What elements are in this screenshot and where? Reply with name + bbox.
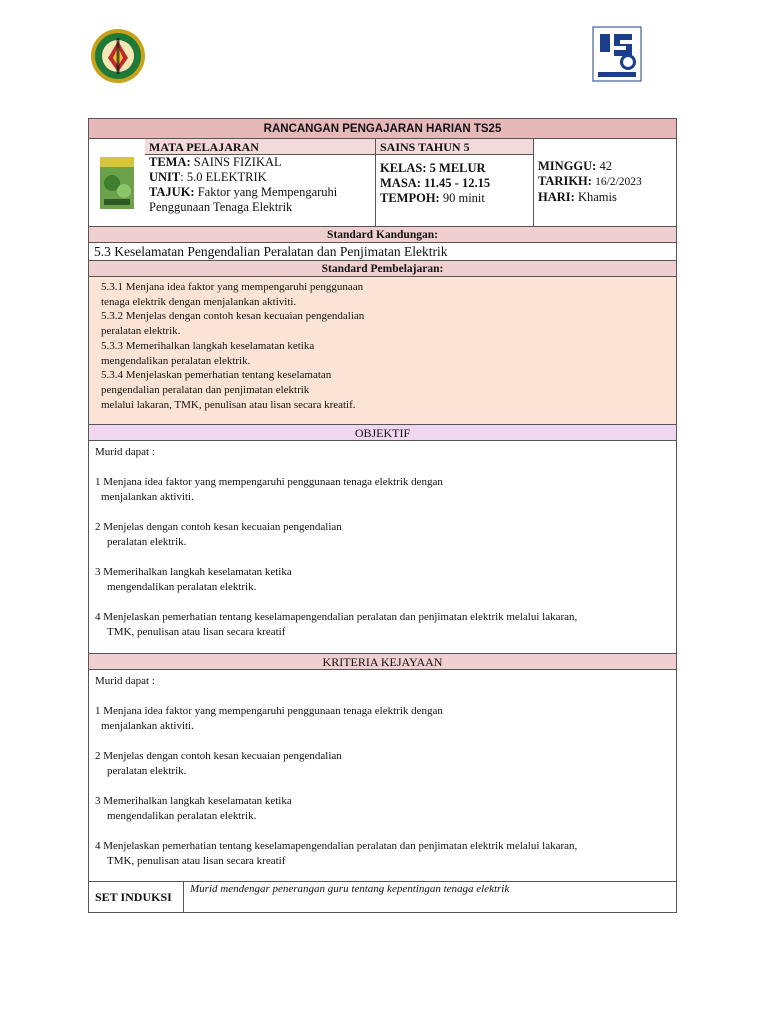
tema-line [145,155,375,170]
tajuk-value: Faktor yang Mempengaruhi [197,185,338,199]
tarikh-label: TARIKH: [538,174,592,188]
sp-line: 5.3.2 Menjelas dengan contoh kesan kecuaian pengendalian [101,310,365,323]
objektif-label: OBJEKTIF [89,425,676,441]
standard-kandungan-value: 5.3 Keselamatan Pengendalian Peralatan dan Penjimatan Elektrik [89,243,676,261]
kelas-value: 5 MELUR [429,161,486,175]
tempoh-line [376,191,533,206]
sp-line: mengendalikan peralatan elektrik. [101,354,251,367]
tema-value: SAINS FIZIKAL [193,155,282,169]
kriteria-item-3-cont: mengendalikan peralatan elektrik. [107,810,257,822]
subject-column [145,139,376,226]
objektif-list [89,441,676,654]
ts25-logo [592,26,642,82]
objektif-item-1-cont: menjalankan aktiviti. [101,491,194,503]
hari-value: Khamis [577,190,617,204]
masa-label: MASA: [380,176,421,190]
objektif-item-1: 1 Menjana idea faktor yang mempengaruhi penggunaan tenaga elektrik dengan [95,476,443,488]
minggu-label: MINGGU: [538,159,597,173]
kriteria-item-1: 1 Menjana idea faktor yang mempengaruhi penggunaan tenaga elektrik dengan [95,705,443,717]
textbook-thumbnail [89,139,145,226]
tema-label: TEMA: [149,155,191,169]
lesson-info-row [89,139,676,227]
kriteria-intro: Murid dapat : [95,675,155,687]
masa-line [376,176,533,191]
kelas-line [376,161,533,176]
objektif-item-4-cont: TMK, penulisan atau lisan secara kreatif [107,626,286,638]
tajuk-line [145,185,375,200]
objektif-item-3: 3 Memerihalkan langkah keselamatan ketika [95,566,292,578]
kriteria-item-3: 3 Memerihalkan langkah keselamatan ketika [95,795,292,807]
kriteria-item-4: 4 Menjelaskan pemerhatian tentang keselamapengendalian peralatan dan penjimatan elektrik melalui lakaran, [95,840,578,852]
tarikh-value: 16/2/2023 [595,176,642,188]
lesson-plan-table [88,118,677,913]
set-induksi-label: SET INDUKSI [89,882,184,912]
objektif-item-3-cont: mengendalikan peralatan elektrik. [107,581,257,593]
unit-value: : 5.0 ELEKTRIK [180,170,267,184]
sp-line: pengendalian peralatan dan penjimatan elektrik [101,383,310,396]
kriteria-item-2: 2 Menjelas dengan contoh kesan kecuaian pengendalian [95,750,342,762]
hari-line [534,190,676,205]
textbook-cover-icon [100,157,134,209]
objektif-item-2-cont: peralatan elektrik. [107,536,187,548]
objektif-intro: Murid dapat : [95,446,155,458]
kriteria-label: KRITERIA KEJAYAAN [89,654,676,670]
kriteria-list [89,670,676,882]
tempoh-value: 90 minit [442,191,485,205]
plan-title: RANCANGAN PENGAJARAN HARIAN TS25 [89,119,676,139]
sp-line: 5.3.3 Memerihalkan langkah keselamatan ketika [101,339,315,352]
unit-line [145,170,375,185]
masa-value: 11.45 - 12.15 [424,176,491,190]
set-induksi-row [89,882,676,912]
sp-line: 5.3.1 Menjana idea faktor yang mempengaruhi penggunaan [101,281,364,293]
set-induksi-text: Murid mendengar penerangan guru tentang kepentingan tenaga elektrik [190,883,510,895]
standard-pembelajaran-list [89,277,676,425]
sp-line: melalui lakaran, TMK, penulisan atau lisan secara kreatif. [101,398,356,411]
sp-line: tenaga elektrik dengan menjalankan aktiviti. [101,295,297,308]
kriteria-item-4-cont: TMK, penulisan atau lisan secara kreatif [107,855,286,867]
objektif-item-4: 4 Menjelaskan pemerhatian tentang keselamapengendalian peralatan dan penjimatan elektrik melalui lakaran, [95,611,578,623]
standard-kandungan-label: Standard Kandungan: [89,227,676,243]
minggu-line [534,159,676,174]
week-column [534,139,676,226]
hari-label: HARI: [538,190,575,204]
subject-name: SAINS TAHUN 5 [376,139,533,155]
sp-line: peralatan elektrik. [101,325,181,338]
tajuk-line-2: Penggunaan Tenaga Elektrik [149,200,293,214]
standard-pembelajaran-label: Standard Pembelajaran: [89,261,676,277]
school-crest-logo [90,28,146,84]
kelas-label: KELAS: [380,161,427,175]
mata-pelajaran-label: MATA PELAJARAN [145,139,375,155]
class-column [376,139,534,226]
tajuk-label: TAJUK: [149,185,195,199]
unit-label: UNIT [149,170,181,184]
objektif-item-2: 2 Menjelas dengan contoh kesan kecuaian pengendalian [95,521,342,533]
sp-line: 5.3.4 Menjelaskan pemerhatian tentang keselamatan [101,369,332,382]
minggu-value: 42 [599,159,612,173]
kriteria-item-1-cont: menjalankan aktiviti. [101,720,194,732]
kriteria-item-2-cont: peralatan elektrik. [107,765,187,777]
tarikh-line [534,174,676,190]
tempoh-label: TEMPOH: [380,191,440,205]
